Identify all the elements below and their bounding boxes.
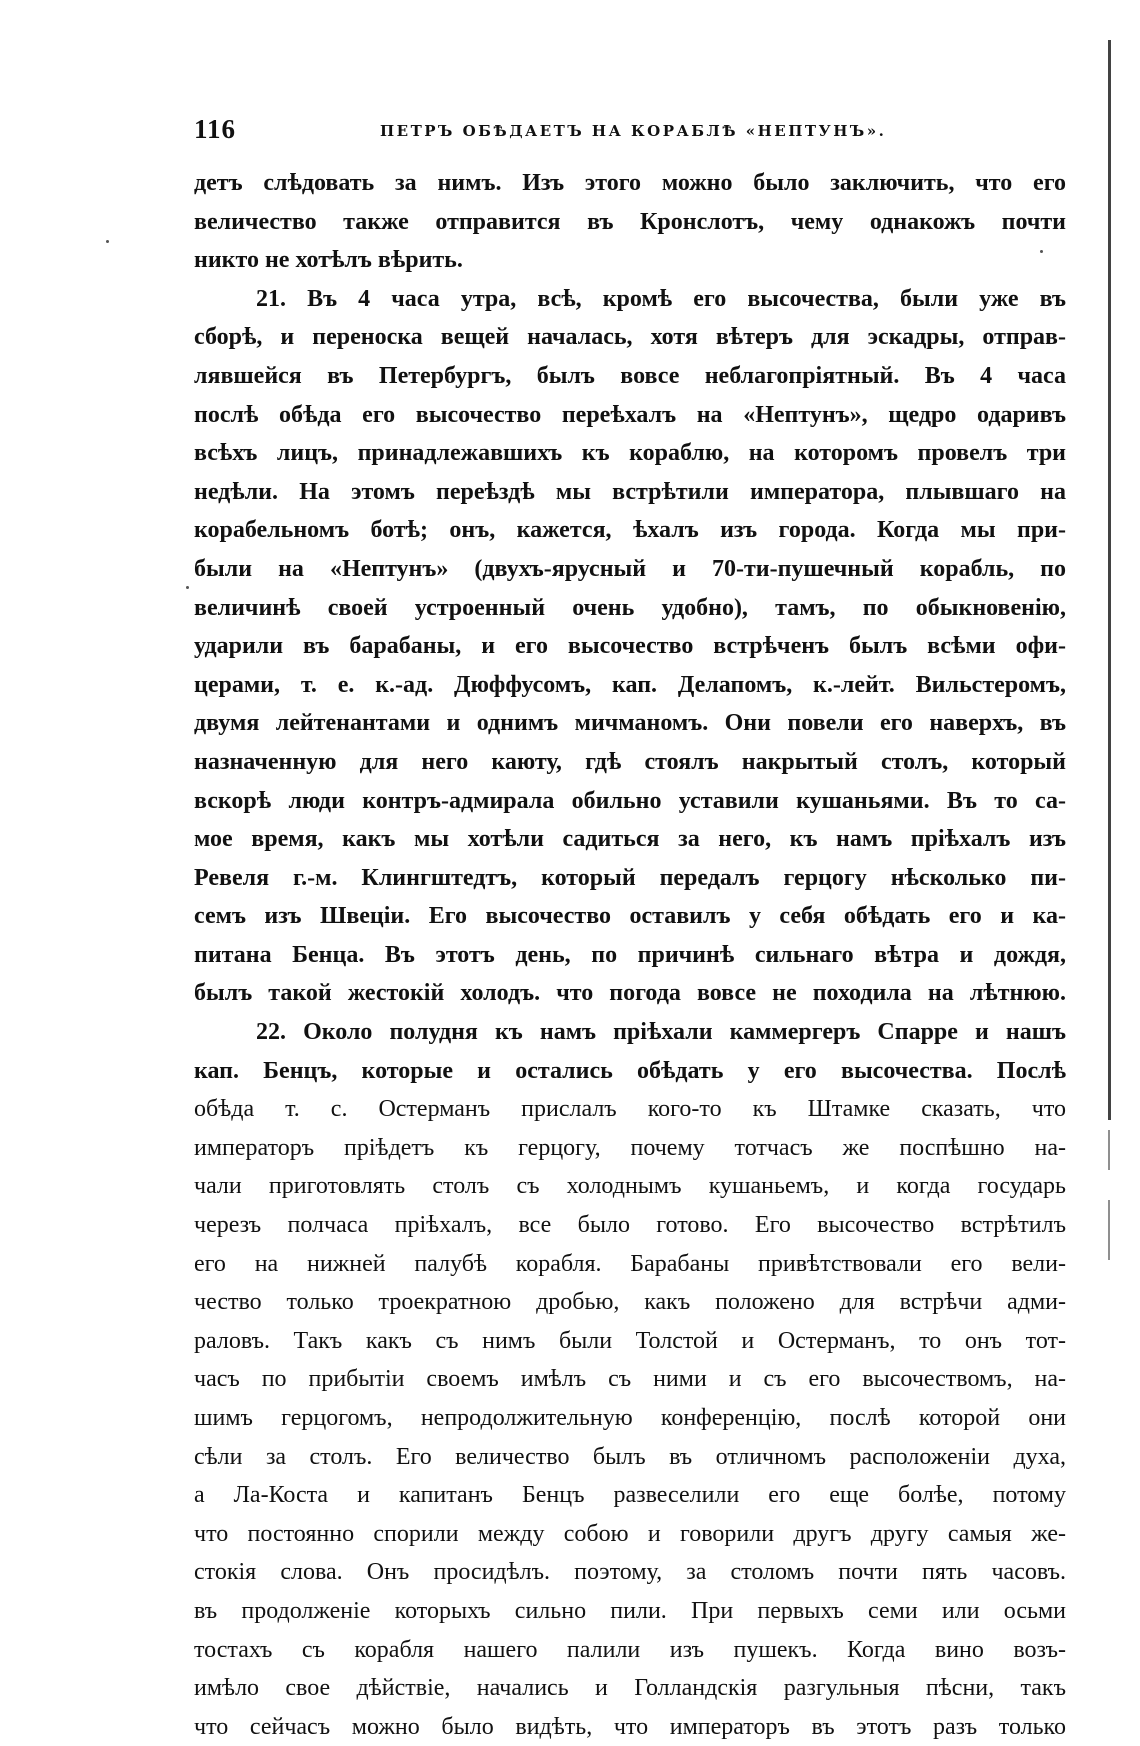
text-line: шимъ герцогомъ, непродолжительную конференцію, послѣ которой они — [194, 1405, 1066, 1431]
text-line: питана Бенца. Въ этотъ день, по причинѣ сильнаго вѣтра и дождя, — [194, 941, 1066, 968]
text-line: мое время, какъ мы хотѣли садиться за него, къ намъ пріѣхалъ изъ — [194, 826, 1066, 853]
scan-speck — [106, 240, 109, 243]
text-line: раловъ. Такъ какъ съ нимъ были Толстой и Остерманъ, то онъ тот- — [194, 1327, 1066, 1354]
scan-speck — [186, 586, 189, 589]
page-header — [194, 110, 1064, 150]
text-line: ударили въ барабаны, и его высочество встрѣченъ былъ всѣми офи- — [194, 633, 1066, 660]
text-line: тостахъ съ корабля нашего палили изъ пушекъ. Когда вино возъ- — [194, 1636, 1066, 1663]
text-line: двумя лейтенантами и однимъ мичманомъ. Они повели его наверхъ, въ — [194, 710, 1066, 737]
text-line: чество только троекратною дробью, какъ положено для встрѣчи адми- — [194, 1289, 1066, 1316]
text-line: часъ по прибытіи своемъ имѣлъ съ ними и съ его высочествомъ, на- — [194, 1366, 1066, 1393]
text-line: сборѣ, и переноска вещей началась, хотя вѣтеръ для эскадры, отправ- — [194, 324, 1066, 351]
text-line: корабельномъ ботѣ; онъ, кажется, ѣхалъ изъ города. Когда мы при- — [194, 517, 1066, 544]
text-line: недѣли. На этомъ переѣздѣ мы встрѣтили императора, плывшаго на — [194, 478, 1066, 505]
text-line: послѣ обѣда его высочество переѣхалъ на «Нептунъ», щедро одаривъ — [194, 401, 1066, 428]
text-line: величинѣ своей устроенный очень удобно), тамъ, по обыкновенію, — [194, 594, 1066, 621]
text-line: назначенную для него каюту, гдѣ стоялъ накрытый столъ, который — [194, 748, 1066, 775]
text-line: что постоянно спорили между собою и говорили другъ другу самыя же- — [194, 1520, 1066, 1547]
text-line: детъ слѣдовать за нимъ. Изъ этого можно было заключить, что его — [194, 170, 1066, 196]
text-line: что сейчасъ можно было видѣть, что императоръ въ этотъ разъ только — [194, 1713, 1066, 1740]
text-line: лявшейся въ Петербургъ, былъ вовсе неблагопріятный. Въ 4 часа — [194, 362, 1066, 389]
text-line: кап. Бенцъ, которые и остались обѣдать у его высочества. Послѣ — [194, 1057, 1066, 1084]
body-text — [194, 164, 1066, 1746]
page-edge-line — [1108, 40, 1111, 1120]
text-line: черезъ полчаса пріѣхалъ, все было готово. Его высочество встрѣтилъ — [194, 1212, 1066, 1239]
text-line: вскорѣ люди контръ-адмирала обильно уставили кушаньями. Въ то са- — [194, 787, 1066, 814]
page-number: 116 — [194, 114, 237, 144]
text-line: императоръ пріѣдетъ къ герцогу, почему тотчасъ же поспѣшно на- — [194, 1134, 1066, 1161]
text-line: церами, т. е. к.-ад. Дюффусомъ, кап. Делапомъ, к.-лейт. Вильстеромъ, — [194, 671, 1066, 698]
running-title: ПЕТРЪ ОБѢДАЕТЪ НА КОРАБЛѢ «НЕПТУНЪ». — [380, 122, 887, 140]
text-line: былъ такой жестокій холодъ. что погода вовсе не походила на лѣтнюю. — [194, 980, 1066, 1007]
page-edge-mark — [1108, 1200, 1110, 1260]
page-edge-mark — [1108, 1130, 1110, 1170]
text-line: величество также отправится въ Кронслотъ, чему однакожъ почти — [194, 208, 1066, 235]
text-line: никто не хотѣлъ вѣрить. — [194, 247, 463, 274]
text-line: Ревеля г.-м. Клингштедтъ, который передалъ герцогу нѣсколько пи- — [194, 864, 1066, 891]
text-line: въ продолженіе которыхъ сильно пили. При первыхъ семи или осьми — [194, 1597, 1066, 1624]
scan-speck — [1040, 250, 1043, 253]
text-line: 21. Въ 4 часа утра, всѣ, кромѣ его высочества, были уже въ — [256, 285, 1066, 312]
text-line: 22. Около полудня къ намъ пріѣхали каммергеръ Спарре и нашъ — [256, 1019, 1066, 1046]
text-line: его на нижней палубѣ корабля. Барабаны привѣтствовали его вели- — [194, 1250, 1066, 1277]
text-line: а Ла-Коста и капитанъ Бенцъ развеселили его еще болѣе, потому — [194, 1482, 1066, 1509]
text-line: были на «Нептунъ» (двухъ-ярусный и 70-ти-пушечный корабль, по — [194, 555, 1066, 582]
text-line: семъ изъ Швеціи. Его высочество оставилъ у себя обѣдать его и ка- — [194, 903, 1066, 930]
text-line: имѣло свое дѣйствіе, начались и Голландскія разгульныя пѣсни, такъ — [194, 1675, 1066, 1702]
text-line: чали приготовлять столъ съ холоднымъ кушаньемъ, и когда государь — [194, 1173, 1066, 1200]
text-line: всѣхъ лицъ, принадлежавшихъ къ кораблю, на которомъ провелъ три — [194, 440, 1066, 467]
text-line: стокія слова. Онъ просидѣлъ. поэтому, за столомъ почти пять часовъ. — [194, 1559, 1066, 1586]
text-line: сѣли за столъ. Его величество былъ въ отличномъ расположеніи духа, — [194, 1443, 1066, 1470]
text-line: обѣда т. с. Остерманъ прислалъ кого-то къ Штамке сказать, что — [194, 1096, 1066, 1123]
